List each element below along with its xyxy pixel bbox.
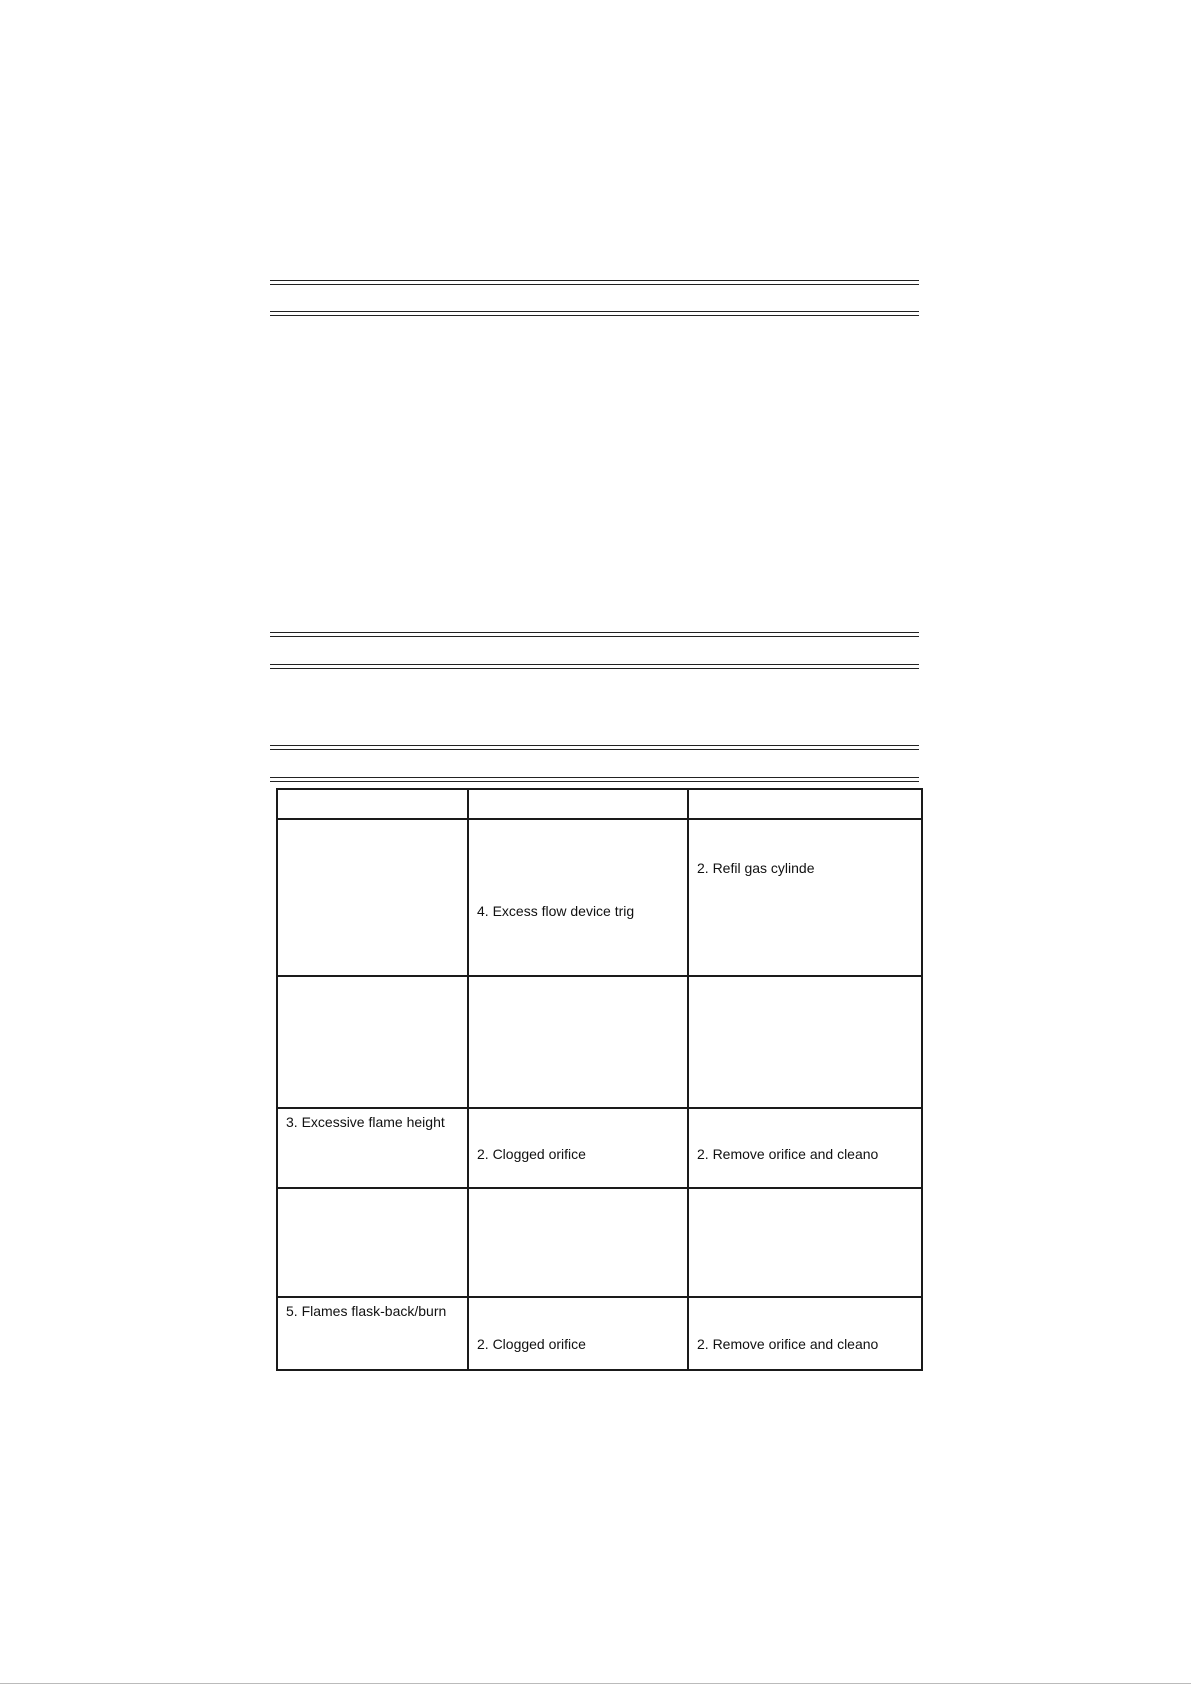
double-rule (270, 311, 919, 316)
troubleshooting-table (276, 788, 923, 1371)
table-cell-remedy (688, 819, 922, 976)
table-row (277, 1108, 922, 1188)
cell-text: 5. Flames flask-back/burn (286, 1303, 447, 1319)
page-bottom-edge (0, 1683, 1191, 1684)
table-cell-remedy (688, 1108, 922, 1188)
table-header-cell (468, 789, 688, 819)
table-cell-problem (277, 1108, 468, 1188)
table-cell-problem (277, 1188, 468, 1297)
table-header-row (277, 789, 922, 819)
table-header-cell (688, 789, 922, 819)
table-cell-cause (468, 819, 688, 976)
table-cell-remedy (688, 1188, 922, 1297)
table-cell-problem (277, 819, 468, 976)
cell-text: 2. Clogged orifice (477, 1146, 586, 1162)
table-cell-cause (468, 976, 688, 1108)
table-cell-cause (468, 1188, 688, 1297)
cell-text: 2. Refil gas cylinde (697, 860, 815, 876)
cell-text: 3. Excessive flame height (286, 1114, 445, 1130)
cell-text: 2. Remove orifice and cleano (697, 1146, 879, 1162)
table-cell-remedy (688, 976, 922, 1108)
table-row (277, 819, 922, 976)
cell-text: 4. Excess flow device trig (477, 903, 635, 919)
table-cell-problem (277, 1297, 468, 1370)
table-row (277, 976, 922, 1108)
double-rule (270, 777, 919, 782)
table-cell-remedy (688, 1297, 922, 1370)
cell-text: 2. Remove orifice and cleano (697, 1336, 879, 1352)
table-row (277, 1297, 922, 1370)
double-rule (270, 632, 919, 637)
double-rule (270, 745, 919, 750)
double-rule (270, 664, 919, 669)
table-cell-cause (468, 1297, 688, 1370)
table-cell-problem (277, 976, 468, 1108)
double-rule (270, 280, 919, 285)
table-row (277, 1188, 922, 1297)
table-header-cell (277, 789, 468, 819)
table-cell-cause (468, 1108, 688, 1188)
cell-text: 2. Clogged orifice (477, 1336, 586, 1352)
